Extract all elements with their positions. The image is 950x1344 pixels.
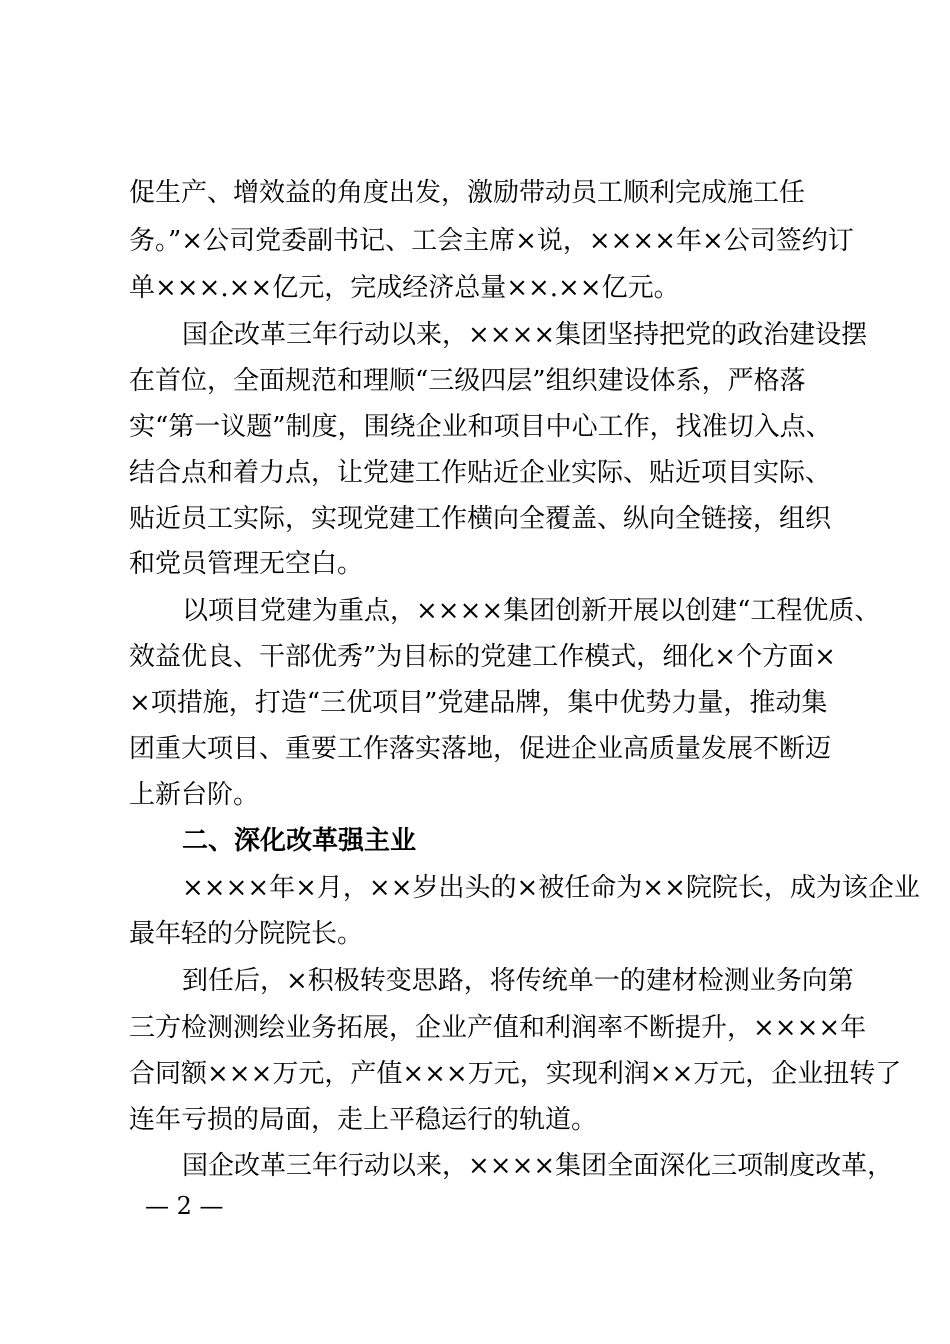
body-line: 促生产、增效益的角度出发，激励带动员工顺利完成施工任: [129, 178, 806, 208]
body-line: 效益优良、干部优秀”为目标的党建工作模式，细化×个方面×: [129, 642, 836, 672]
paragraph-first-line: ××××年×月，××岁出头的×被任命为××院院长，成为该企业: [182, 873, 920, 903]
body-line: 最年轻的分院院长。: [129, 919, 364, 949]
body-line: 实“第一议题”制度，围绕企业和项目中心工作，找准切入点、: [129, 412, 832, 442]
paragraph-first-line: 国企改革三年行动以来，××××集团坚持把党的政治建设摆: [182, 320, 868, 350]
body-line: 和党员管理无空白。: [129, 549, 364, 579]
page-number: — 2 —: [145, 1192, 224, 1220]
body-line: 连年亏损的局面，走上平稳运行的轨道。: [129, 1105, 598, 1135]
body-line: 单×××.××亿元，完成经济总量××.××亿元。: [129, 273, 680, 303]
body-line: 务。”×公司党委副书记、工会主席×说，××××年×公司签约订: [129, 226, 854, 256]
paragraph-first-line: 国企改革三年行动以来，××××集团全面深化三项制度改革，: [182, 1151, 894, 1181]
paragraph-first-line: 到任后，×积极转变思路，将传统单一的建材检测业务向第: [182, 966, 854, 996]
body-line: 在首位，全面规范和理顺“三级四层”组织建设体系，严格落: [129, 366, 806, 396]
body-line: 团重大项目、重要工作落实落地，促进企业高质量发展不断迈: [129, 734, 832, 764]
paragraph-first-line: 以项目党建为重点，××××集团创新开展以创建“工程优质、: [182, 596, 881, 626]
body-line: 结合点和着力点，让党建工作贴近企业实际、贴近项目实际、: [129, 458, 832, 488]
body-line: 上新台阶。: [129, 780, 260, 810]
body-line: ×项措施，打造“三优项目”党建品牌，集中优势力量，推动集: [129, 688, 828, 718]
section-heading: 二、深化改革强主业: [182, 826, 417, 856]
body-line: 贴近员工实际，实现党建工作横向全覆盖、纵向全链接，组织: [129, 504, 832, 534]
body-line: 合同额×××万元，产值×××万元，实现利润××万元，企业扭转了: [129, 1059, 902, 1089]
body-line: 三方检测测绘业务拓展，企业产值和利润率不断提升，××××年: [129, 1013, 867, 1043]
